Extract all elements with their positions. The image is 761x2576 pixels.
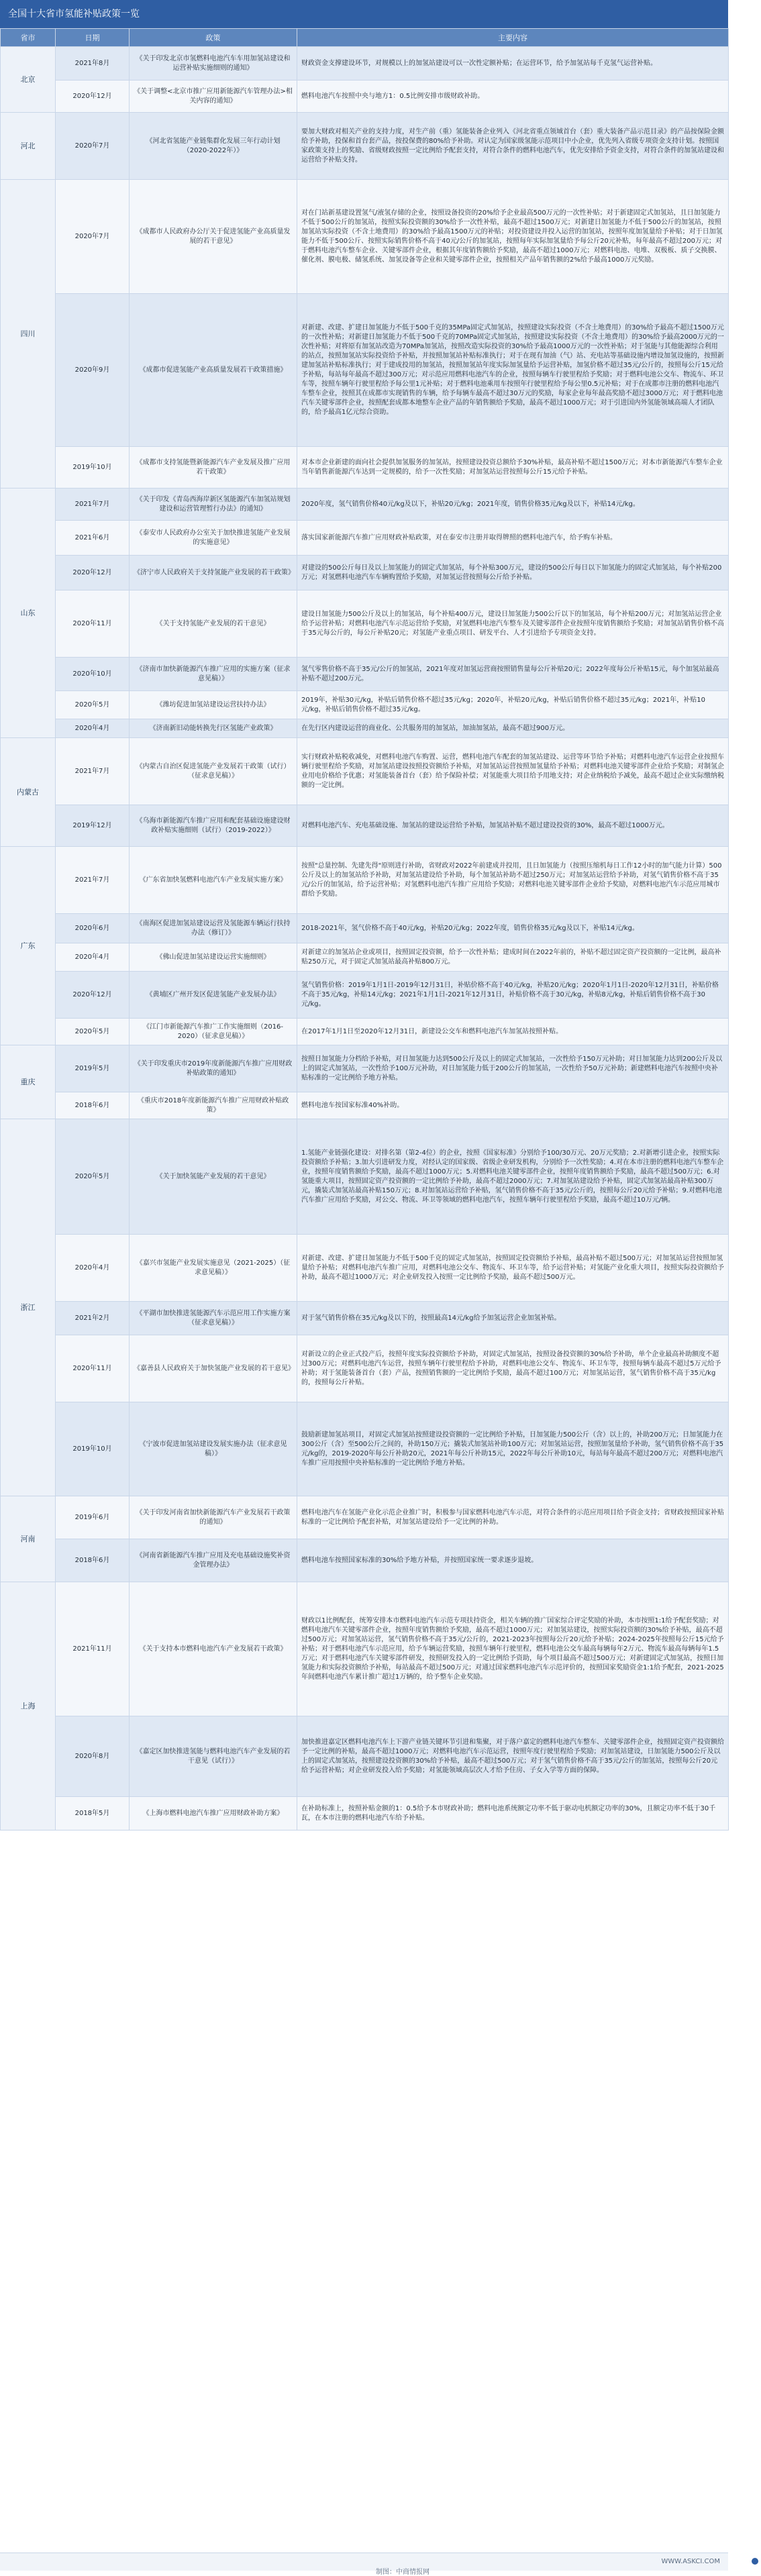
policy-cell: 《南海区促进加氢站建设运营及氢能源车辆运行扶持办法（修订）》 (130, 914, 297, 943)
policy-cell: 《关于印发重庆市2019年度新能源汽车推广应用财政补贴政策的通知》 (130, 1045, 297, 1092)
policy-cell: 《济宁市人民政府关于支持氢能产业发展的若干政策》 (130, 556, 297, 590)
table-row (1, 47, 729, 81)
table-row (1, 1092, 729, 1119)
date-cell: 2020年8月 (56, 1716, 130, 1797)
policy-cell: 《重庆市2018年度新能源汽车推广应用财政补贴政策》 (130, 1092, 297, 1119)
table-row (1, 1235, 729, 1302)
table-row (1, 1045, 729, 1092)
table-row (1, 738, 729, 805)
content-cell: 氢气零售价格不高于35元/公斤的加氢站，2021年度对加氢运营商按照销售量每公斤补贴20元；2022年度每公斤补贴15元，每个加氢站最高补贴不超过200万元。 (297, 658, 729, 691)
content-cell: 2020年度，氢气销售价格40元/kg及以下，补贴20元/kg；2021年度，销售价格35元/kg及以下，补贴14元/kg。 (297, 488, 729, 521)
table-row (1, 1582, 729, 1716)
table-row (1, 1539, 729, 1582)
policy-cell: 《关于支持本市燃料电池汽车产业发展若干政策》 (130, 1582, 297, 1716)
province-cell: 四川 (1, 180, 56, 488)
date-cell: 2019年5月 (56, 1045, 130, 1092)
table-row (1, 488, 729, 521)
policy-cell: 《嘉定区加快推进氢能与燃料电池汽车产业发展的若干意见（试行）》 (130, 1716, 297, 1797)
date-cell: 2018年6月 (56, 1092, 130, 1119)
table-row (1, 1797, 729, 1831)
date-cell: 2021年7月 (56, 738, 130, 805)
policy-cell: 《济南新旧动能转换先行区氢能产业政策》 (130, 719, 297, 738)
table-row (1, 113, 729, 180)
content-cell: 鼓励新建加氢站项目，对固定式加氢站按照建设投资额的一定比例给予补贴，日加氢能力500公斤（含）以上的，补助200万元；日加氢能力在300公斤（含）至500公斤之间的，补助150万元；撬装式加氢站补助100万元；对加氢站运营，按照加氢量给予补助，氢气销售价格不高于35元/kg的，2019-2020年每公斤补助20元，2021年每公斤补助15元，2022年每公斤补助10元，每站每年最高不超过200万元；对燃料电池汽车推广应用按照中央补贴标准的一定比例给予地方补贴。 (297, 1402, 729, 1496)
table-row (1, 719, 729, 738)
policy-cell: 《关于支持氢能产业发展的若干意见》 (130, 590, 297, 658)
table-row (1, 1335, 729, 1402)
date-cell: 2020年9月 (56, 294, 130, 447)
date-cell: 2020年4月 (56, 1235, 130, 1302)
content-cell: 在补助标准上，按照补贴金额的1：0.5给予本市财政补助；燃料电池系统额定功率不低于驱动电机额定功率的30%，且额定功率不低于30千瓦，在本市注册的燃料电池汽车给予补贴。 (297, 1797, 729, 1831)
province-cell: 北京 (1, 47, 56, 113)
date-cell: 2020年4月 (56, 719, 130, 738)
content-cell: 2018-2021年，氢气价格不高于40元/kg，补贴20元/kg；2022年度，销售价格35元/kg及以下，补贴14元/kg。 (297, 914, 729, 943)
table-header-row (1, 29, 729, 47)
content-cell: 按照日加氢能力分档给予补贴，对日加氢能力达到500公斤及以上的固定式加氢站，一次性给予150万元补助；对日加氢能力达到200公斤及以上的固定式加氢站，一次性给予100万元补助，对日加氢能力低于200公斤的加氢站，一次性给予50万元补助；新建燃料电池汽车按照中央补贴标准的一定比例给予地方补贴。 (297, 1045, 729, 1092)
table-row (1, 447, 729, 488)
content-cell: 燃料电池汽车按照中央与地方1：0.5比例安排市级财政补助。 (297, 81, 729, 113)
province-cell: 上海 (1, 1582, 56, 1831)
date-cell: 2020年11月 (56, 1335, 130, 1402)
policy-cell: 《河南省新能源汽车推广应用及充电基础设施奖补资金管理办法》 (130, 1539, 297, 1582)
brand-logo-icon (752, 2558, 758, 2565)
policy-cell: 《佛山促进加氢站建设运营实施细则》 (130, 943, 297, 972)
table-row (1, 1302, 729, 1335)
policy-cell: 《平湖市加快推进氢能源汽车示范应用工作实施方案（征求意见稿）》 (130, 1302, 297, 1335)
province-cell: 重庆 (1, 1045, 56, 1119)
content-cell: 燃料电池汽车在氢能产业化示范企业推广时，积极参与国家燃料电池汽车示范，对符合条件的示范应用项目给予资金支持；省财政按照国家补贴标准的一定比例给予配套补贴，对加氢站建设给予一定比例的补助。 (297, 1496, 729, 1539)
policy-cell: 《嘉兴市氢能产业发展实施意见（2021-2025）（征求意见稿）》 (130, 1235, 297, 1302)
table-row (1, 180, 729, 294)
date-cell: 2020年7月 (56, 113, 130, 180)
policy-cell: 《黄埔区广州开发区促进氢能产业发展办法》 (130, 972, 297, 1019)
content-cell: 财政资金支撑建设环节，对规模以上的加氢站建设可以一次性定额补贴；在运营环节，给予加氢站每千克氢气运营补贴。 (297, 47, 729, 81)
date-cell: 2020年11月 (56, 590, 130, 658)
content-cell: 实行财政补贴税收减免，对燃料电池汽车购置、运营，燃料电池汽车配套的加氢站建设、运营等环节给予补贴；对燃料电池汽车运营企业按照车辆行驶里程给予奖励，对加氢站建设按照投资额给予补贴，对加氢站运营按照加氢量给予补贴；对燃料电池关键零部件企业给予奖励；对制氢企业用电价格给予优惠；对氢能装备首台（套）给予保险补偿；对氢能重大项目给予用地支持；对企业纳税给予减免，最高不超过企业实际缴纳税额的一定比例。 (297, 738, 729, 805)
table-row (1, 590, 729, 658)
date-cell: 2019年10月 (56, 447, 130, 488)
policy-cell: 《内蒙古自治区促进氢能产业发展若干政策（试行）（征求意见稿）》 (130, 738, 297, 805)
date-cell: 2020年6月 (56, 914, 130, 943)
content-cell: 财政以1比例配套，统筹安排本市燃料电池汽车示范专项扶持资金，相关车辆的推广国家综合评定奖励的补助，本市按照1:1给予配套奖励；对燃料电池汽车关键零部件企业，按照年度销售额给予奖励，最高不超过1000万元；对加氢站建设，按照实际投资额的30%给予补贴，最高不超过500万元；对加氢站运营，氢气销售价格不高于35元/公斤的，2021-2023年按照每公斤20元给予补贴；2024-2025年按照每公斤15元给予补贴；对于燃料电池汽车示范应用，给予车辆运营奖励，按照车辆年行驶里程，燃料电池公交车最高每辆每年2万元、物流车最高每辆每年1.5万元；对于燃料电池汽车关键零部件研发，按照研发投入的一定比例给予资助，每个项目最高不超过500万元；对新建固定式加氢站，按照日加氢能力和实际投资额给予补贴，每站最高不超过500万元；对通过国家燃料电池汽车示范评价的，按照国家奖励资金1:1给予配套，2021-2025年间燃料电池汽车累计推广超过1万辆的，给予整车企业奖励。 (297, 1582, 729, 1716)
content-cell: 氢气销售价格：2019年1月1日-2019年12月31日，补贴价格不高于40元/kg，补贴20元/kg；2020年1月1日-2020年12月31日，补贴价格不高于35元/kg，补贴14元/kg；2021年1月1日-2021年12月31日，补贴价格不高于30元/kg，补贴8元/kg，补贴后销售价格不高于30元/kg。 (297, 972, 729, 1019)
content-cell: 对本市企业新建的面向社会提供加氢服务的加氢站，按照建设投资总额给予30%补贴，最高补贴不超过1500万元；对本市新能源汽车整车企业当年销售新能源汽车达到一定规模的，给予一次性奖励；对加氢站运营按照每公斤15元给予补贴。 (297, 447, 729, 488)
content-cell: 对于氢气销售价格在35元/kg及以下的，按照最高14元/kg给予加氢运营企业加氢补贴。 (297, 1302, 729, 1335)
policy-cell: 《泰安市人民政府办公室关于加快推进氢能产业发展的实施意见》 (130, 521, 297, 556)
date-cell: 2021年11月 (56, 1582, 130, 1716)
footer (0, 2553, 728, 2576)
date-cell: 2020年12月 (56, 81, 130, 113)
province-cell: 广东 (1, 847, 56, 1045)
content-cell: 加快推进嘉定区燃料电池汽车上下游产业链关键环节引进和集聚，对于落户嘉定的燃料电池汽车整车、关键零部件企业，按照固定资产投资额给予一定比例的补贴，最高不超过1000万元；对燃料电池汽车示范运营，按照年度行驶里程给予奖励；对加氢站建设，日加氢能力500公斤及以上的固定式加氢站，按照建设投资额的30%给予补贴，最高不超过500万元；对于氢气销售价格不高于35元/公斤的加氢站，按照每公斤20元给予运营补贴；对企业研发投入给予奖励；对氢能领域高层次人才给予住房、子女入学等方面的保障。 (297, 1716, 729, 1797)
footer-site: WWW.ASKCI.COM (661, 2558, 720, 2565)
content-cell: 1.氢能产业链强化建设：对排名第（第2-4位）的企业，按照《国家标准》分别给予100/30万元、20万元奖励；2.对新增引进企业，按照实际投资额给予补贴；3.加大引进研发力度，对经认定的国家级、省级企业研发机构，分别给予一次性奖励；4.对在本市注册的燃料电池汽车整车企业，按照年度销售额给予奖励，最高不超过1000万元；5.对燃料电池关键零部件企业，按照年度销售额给予奖励，最高不超过500万元；6.对氢能重大项目，按照固定资产投资额的一定比例给予补助，最高不超过2000万元；7.对加氢站建设给予补贴，固定式加氢站最高补贴300万元，撬装式加氢站最高补贴150万元；8.对加氢站运营给予补贴，氢气销售价格不高于35元/公斤的，按照每公斤20元给予补贴；9.对燃料电池汽车推广应用给予奖励，对公交、物流、环卫等领域的燃料电池汽车，按照车辆年行驶里程给予奖励，最高不超过10万元/辆。 (297, 1119, 729, 1235)
date-cell: 2020年12月 (56, 556, 130, 590)
content-cell: 落实国家新能源汽车推广应用财政补贴政策，对在泰安市注册并取得牌照的燃料电池汽车，给予购车补贴。 (297, 521, 729, 556)
table-row (1, 1119, 729, 1235)
policy-cell: 《潍坊促进加氢站建设运营扶持办法》 (130, 691, 297, 719)
content-cell: 对在门站新基建设置氢气/液氢存储的企业，按照设备投资的20%给予企业最高500万元的一次性补贴；对于新建固定式加氢站，且日加氢能力不低于500公斤的加氢站，按照实际投资额的30%给予一次性补贴，最高不超过1500万元；对新建日加氢能力不低于500公斤的加氢站，按照加氢站实际投资（不含土地费用）的30%给予最高1500万元的补贴；对投资建设并投入运营的加氢站，按照年度加氢量给予补贴；对于日加氢能力不低于500公斤、按照实际销售价格不高于40元/公斤的加氢站，按照每年实际加氢量给予每公斤20元补贴，每年最高不超过200万元；对于燃料电池汽车整车企业、关键零部件企业，根据其年度销售额给予奖励，最高不超过1000万元；对燃料电池、电堆、双极板、质子交换膜、催化剂、膜电极、储氢系统、加氢设备等企业和关键零部件企业，按照相关产品年销售额的2%给予最高1000万元奖励。 (297, 180, 729, 294)
policy-cell: 《成都市促进氢能产业高质量发展若干政策措施》 (130, 294, 297, 447)
table-row (1, 521, 729, 556)
date-cell: 2021年6月 (56, 521, 130, 556)
date-cell: 2021年7月 (56, 488, 130, 521)
table-row (1, 691, 729, 719)
content-cell: 2019年，补贴30元/kg，补贴后销售价格不超过35元/kg；2020年，补贴20元/kg，补贴后销售价格不超过35元/kg；2021年，补贴10元/kg，补贴后销售价格不超过35元/kg。 (297, 691, 729, 719)
content-cell: 对燃料电池汽车、充电基础设施、加氢站的建设运营给予补贴，加氢站补贴不超过建设投资的30%，最高不超过1000万元。 (297, 805, 729, 847)
content-cell: 按照"总量控制、先建先得"原则进行补助，省财政对2022年前建成并投用，且日加氢能力（按照压缩机每日工作12小时的加气能力计算）500公斤及以上的加氢站给予补助，对加氢站建设给予补助，每个加氢站补助不超过250万元；对加氢站运营给予补助，对氢气销售价格不高于35元/公斤的加氢站，给予运营补贴；对氢燃料电池汽车推广应用给予奖励；对燃料电池关键零部件企业给予奖励，对燃料电池汽车示范应用城市群给予奖励。 (297, 847, 729, 914)
date-cell: 2020年7月 (56, 180, 130, 294)
date-cell: 2020年12月 (56, 972, 130, 1019)
policy-cell: 《乌海市新能源汽车推广应用和配套基础设施建设财政补贴实施细则（试行）（2019-2022）》 (130, 805, 297, 847)
table-row (1, 658, 729, 691)
date-cell: 2021年2月 (56, 1302, 130, 1335)
date-cell: 2018年5月 (56, 1797, 130, 1831)
table-row (1, 1716, 729, 1797)
page-title: 全国十大省市氢能补贴政策一览 (0, 0, 728, 28)
table-row (1, 972, 729, 1019)
date-cell: 2020年10月 (56, 658, 130, 691)
policy-cell: 《广东省加快氢燃料电池汽车产业发展实施方案》 (130, 847, 297, 914)
table-row (1, 1496, 729, 1539)
table-row (1, 805, 729, 847)
date-cell: 2020年5月 (56, 691, 130, 719)
province-cell: 河北 (1, 113, 56, 180)
date-cell: 2019年6月 (56, 1496, 130, 1539)
date-cell: 2021年7月 (56, 847, 130, 914)
policy-cell: 《成都市支持氢能暨新能源汽车产业发展及推广应用若干政策》 (130, 447, 297, 488)
content-cell: 对建设的500公斤每日及以上加氢能力的固定式加氢站，每个补贴300万元，建设的500公斤每日以下加氢能力的固定式加氢站，每个补贴200万元；对氢燃料电池汽车车辆购置给予奖励，对加氢运营按照每公斤给予补贴。 (297, 556, 729, 590)
content-cell: 建设日加氢能力500公斤及以上的加氢站，每个补贴400万元，建设日加氢能力500公斤以下的加氢站，每个补贴200万元；对加氢站运营企业给予运营补贴；对燃料电池汽车示范运营给予奖励，对氢燃料电池汽车整车及关键零部件企业按照年度销售额给予奖励；对加氢站销售价格不高于35元每公斤的，每公斤补贴20元；对氢能产业重点项目、研发平台、人才引进给予专项资金支持。 (297, 590, 729, 658)
content-cell: 在2017年1月1日至2020年12月31日，新建设公交车和燃料电池汽车加氢站按照补贴。 (297, 1019, 729, 1045)
table-row (1, 1402, 729, 1496)
date-cell: 2020年4月 (56, 943, 130, 972)
policy-cell: 《河北省氢能产业链集群化发展三年行动计划（2020-2022年）》 (130, 113, 297, 180)
policy-cell: 《上海市燃料电池汽车推广应用财政补助方案》 (130, 1797, 297, 1831)
province-cell: 山东 (1, 488, 56, 738)
table-row (1, 914, 729, 943)
table-row (1, 847, 729, 914)
date-cell: 2020年5月 (56, 1019, 130, 1045)
province-cell: 河南 (1, 1496, 56, 1582)
table-row (1, 294, 729, 447)
footer-source-text: 制图：中商情报网 (376, 2569, 429, 2576)
date-cell: 2021年8月 (56, 47, 130, 81)
table-row (1, 1019, 729, 1045)
content-cell: 对新设立的企业正式投产后，按照年度实际投资额给予补助，对固定式加氢站，按照设备投资额的30%给予补助，单个企业最高补助额度不超过300万元；对燃料电池汽车运营，按照车辆年行驶里程给予补助，对燃料电池公交车、物流车、环卫车等，按照每辆车最高不超过5万元给予补助；对于氢能装备首台（套）产品，按照销售额的一定比例给予奖励，最高不超过100万元；对加氢站运营，氢气销售价格不高于35元/kg的，按照每公斤补贴。 (297, 1335, 729, 1402)
date-cell: 2020年5月 (56, 1119, 130, 1235)
column-header-policy: 政策 (130, 29, 297, 47)
policy-cell: 《济南市加快新能源汽车推广应用的实施方案（征求意见稿）》 (130, 658, 297, 691)
policy-cell: 《宁波市促进加氢站建设发展实施办法（征求意见稿）》 (130, 1402, 297, 1496)
table-row (1, 943, 729, 972)
policy-cell: 《关于加快氢能产业发展的若干意见》 (130, 1119, 297, 1235)
content-cell: 对新建、改建、扩建日加氢能力不低于500千克的固定式加氢站，按照固定投资额给予补贴，最高补贴不超过500万元；对加氢站运营按照加氢量给予补贴；对燃料电池汽车推广应用，对燃料电池公交车、物流车、环卫车等，给予运营补贴；对氢能产业化重大项目，按照实际投资额给予补助，最高不超过1000万元；对企业研发投入按照一定比例给予奖励，最高不超过500万元。 (297, 1235, 729, 1302)
table-row (1, 81, 729, 113)
policy-cell: 《关于印发《青岛西海岸新区氢能源汽车加氢站规划建设和运营管理暂行办法》的通知》 (130, 488, 297, 521)
content-cell: 对新建、改建、扩建日加氢能力不低于500千克的35MPa固定式加氢站，按照建设实际投资（不含土地费用）的30%给予最高不超过1500万元的一次性补贴；对新建日加氢能力不低于500千克的70MPa固定式加氢站，按照建设实际投资（不含土地费用）的30%给予最高2000万元的一次性补贴；对将原有加氢站改造为70MPa加氢站，按照改造实际投资的30%给予最高1000万元的一次性补贴；对于氢能与其他能源综合利用的站点，按照加氢站实际投资给予补贴，并按照加氢站补贴标准执行；对于在现有加油（气）站、充电站等基础设施内增设加氢设施的，按照新建加氢站补贴标准执行；对于建成投用的加氢站，按照加氢站年度实际加氢量给予运营补贴，加氢价格不超过35元/公斤的，按照每公斤15元给予补贴，每站每年最高不超过300万元；对示范应用燃料电池汽车的企业，按照每辆车行驶里程给予奖励；对于燃料电池公交车、物流车、环卫车等，按照车辆年行驶里程给予每公里1元补贴；对于燃料电池乘用车按照年行驶里程给予每公里0.5元补贴；对于在成都市注册的燃料电池汽车整车企业，按照其在成都市实现销售的车辆，给予每辆车最高不超过30万元的奖励，每家企业每年最高奖励不超过3000万元；对于燃料电池汽车关键零部件企业，按照配套成都本地整车企业产品的年销售额给予奖励，最高不超过1000万元；对于引进国内外氢能领域高端人才团队的，给予最高1亿元综合资助。 (297, 294, 729, 447)
column-header-content: 主要内容 (297, 29, 729, 47)
policy-cell: 《江门市新能源汽车推广工作实施细则（2016-2020）（征求意见稿）》 (130, 1019, 297, 1045)
policy-table (0, 28, 729, 1831)
content-cell: 燃料电池车按国家标准40%补助。 (297, 1092, 729, 1119)
policy-cell: 《关于印发河南省加快新能源汽车产业发展若干政策的通知》 (130, 1496, 297, 1539)
date-cell: 2019年10月 (56, 1402, 130, 1496)
date-cell: 2019年12月 (56, 805, 130, 847)
content-cell: 要加大财政对相关产业的支持力度，对生产前（重）氢能装备企业列入《河北省重点领域首台（套）重大装备产品示范目录》的产品按保险金额给予补助，投保和首台套产品，按投保费的80%给予补助。对认定为国家级氢能示范项目中小企业，优先列入省级专项资金支持计划。按照国家政策支持上的奖励、省级财政按照一定比例给予配套支持，对符合条件的燃料电池汽车，优先安排给予资金支持，对符合条件的加氢站建设和运营给予补贴支持。 (297, 113, 729, 180)
table-body (1, 47, 729, 1831)
policy-cell: 《关于调整<北京市推广应用新能源汽车管理办法>相关内容的通知》 (130, 81, 297, 113)
column-header-province: 省市 (1, 29, 56, 47)
date-cell: 2018年6月 (56, 1539, 130, 1582)
province-cell: 内蒙古 (1, 738, 56, 847)
policy-cell: 《嘉善县人民政府关于加快氢能产业发展的若干意见》 (130, 1335, 297, 1402)
column-header-date: 日期 (56, 29, 130, 47)
province-cell: 浙江 (1, 1119, 56, 1496)
content-cell: 在先行区内建设运营的商业化、公共服务用的加氢站，加油加氢站，最高不超过900万元。 (297, 719, 729, 738)
policy-cell: 《成都市人民政府办公厅关于促进氢能产业高质量发展的若干意见》 (130, 180, 297, 294)
content-cell: 对新建立的加氢站企业或项目，按照固定投资额，给予一次性补贴；建成时间在2022年前的，补贴不超过固定资产投资额的一定比例，最高补贴250万元，对于固定式加氢站最高补贴800万元。 (297, 943, 729, 972)
content-cell: 燃料电池车按照国家标准的30%给予地方补贴，并按照国家统一要求逐步退坡。 (297, 1539, 729, 1582)
policy-cell: 《关于印发北京市氢燃料电池汽车车用加氢站建设和运营补贴实施细则的通知》 (130, 47, 297, 81)
table-row (1, 556, 729, 590)
